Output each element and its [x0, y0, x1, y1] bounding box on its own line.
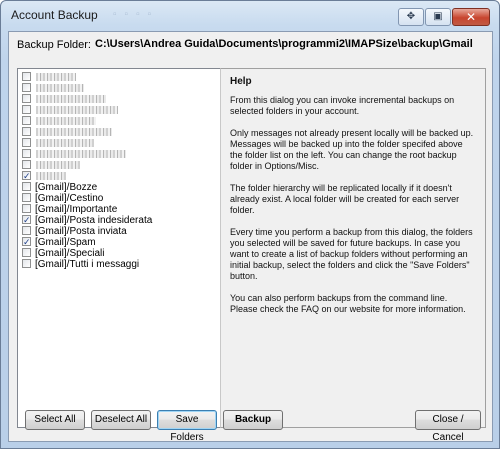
help-paragraph: Only messages not already present locally will be backed up. Messages will be backed up into the folder specifed above the folder list on the left. You can change the root backup folder in Options/Misc. [230, 128, 474, 171]
window-title: Account Backup [11, 8, 98, 22]
help-paragraph: Every time you perform a backup from this dialog, the folders you selected will be saved for future backups. In case you want to create a list of backup folders without performing an initial backup, select the folders and click the "Save Folders" button. [230, 227, 473, 281]
checkbox[interactable] [22, 182, 31, 191]
folder-name: [Gmail]/Importante [35, 204, 118, 215]
toolbar-ghost-icons: ▫▫▫▫ [113, 9, 160, 20]
checkbox[interactable] [22, 138, 31, 147]
title-bar[interactable] [1, 1, 499, 31]
backup-folder-label: Backup Folder: [17, 39, 91, 51]
checkbox[interactable] [22, 94, 31, 103]
checkbox[interactable] [22, 116, 31, 125]
checkbox[interactable] [22, 248, 31, 257]
checkbox[interactable] [22, 83, 31, 92]
folder-name: [Gmail]/Bozze [35, 182, 98, 193]
obscured-folder-name [36, 128, 112, 136]
checkbox-checked[interactable]: ✓ [23, 171, 31, 181]
obscured-folder-name [36, 139, 94, 147]
dialog-body [8, 31, 493, 442]
checkbox[interactable] [22, 259, 31, 268]
save-folders-button[interactable]: Save Folders [157, 410, 217, 430]
help-paragraph: The folder hierarchy will be replicated locally if it doesn't already exist. A local folder will be created for each server folder. [230, 183, 460, 215]
folder-name: [Gmail]/Posta indesiderata [35, 215, 153, 226]
folder-list[interactable] [17, 68, 221, 428]
checkbox[interactable] [22, 160, 31, 169]
help-panel [220, 68, 486, 428]
checkbox[interactable] [22, 193, 31, 202]
folder-name: [Gmail]/Posta inviata [35, 226, 127, 237]
help-title: Help [230, 76, 252, 87]
checkbox[interactable] [22, 204, 31, 213]
checkbox[interactable] [22, 149, 31, 158]
checkbox[interactable] [22, 127, 31, 136]
backup-folder-path: C:\Users\Andrea Guida\Documents\programmi2\IMAPSize\backup\Gmail [95, 38, 473, 50]
checkbox[interactable] [22, 226, 31, 235]
help-paragraph: You can also perform backups from the command line. Please check the FAQ on our website for more information. [230, 293, 466, 314]
deselect-all-button[interactable]: Deselect All [91, 410, 151, 430]
obscured-folder-name [36, 84, 84, 92]
obscured-folder-name [36, 106, 118, 114]
backup-button[interactable]: Backup [223, 410, 283, 430]
folder-name: [Gmail]/Speciali [35, 248, 105, 259]
folder-name: [Gmail]/Spam [35, 237, 96, 248]
obscured-folder-name [36, 73, 76, 81]
select-all-button[interactable]: Select All [25, 410, 85, 430]
checkbox-checked[interactable]: ✓ [23, 237, 31, 247]
checkbox[interactable] [22, 105, 31, 114]
obscured-folder-name [36, 150, 126, 158]
obscured-folder-name [36, 161, 80, 169]
obscured-folder-name [36, 117, 96, 125]
maximize-button[interactable]: ▣ [425, 8, 451, 26]
checkbox[interactable] [22, 72, 31, 81]
folder-name: [Gmail]/Cestino [35, 193, 104, 204]
close-button[interactable]: ✕ [452, 8, 490, 26]
folder-name: [Gmail]/Tutti i messaggi [35, 259, 140, 270]
move-icon[interactable]: ✥ [398, 8, 424, 26]
checkbox-checked[interactable]: ✓ [23, 215, 31, 225]
obscured-folder-name [36, 95, 106, 103]
obscured-folder-name [36, 172, 66, 180]
help-paragraph: From this dialog you can invoke incremental backups on selected folders in your account. [230, 95, 455, 116]
close-cancel-button[interactable]: Close / Cancel [415, 410, 481, 430]
